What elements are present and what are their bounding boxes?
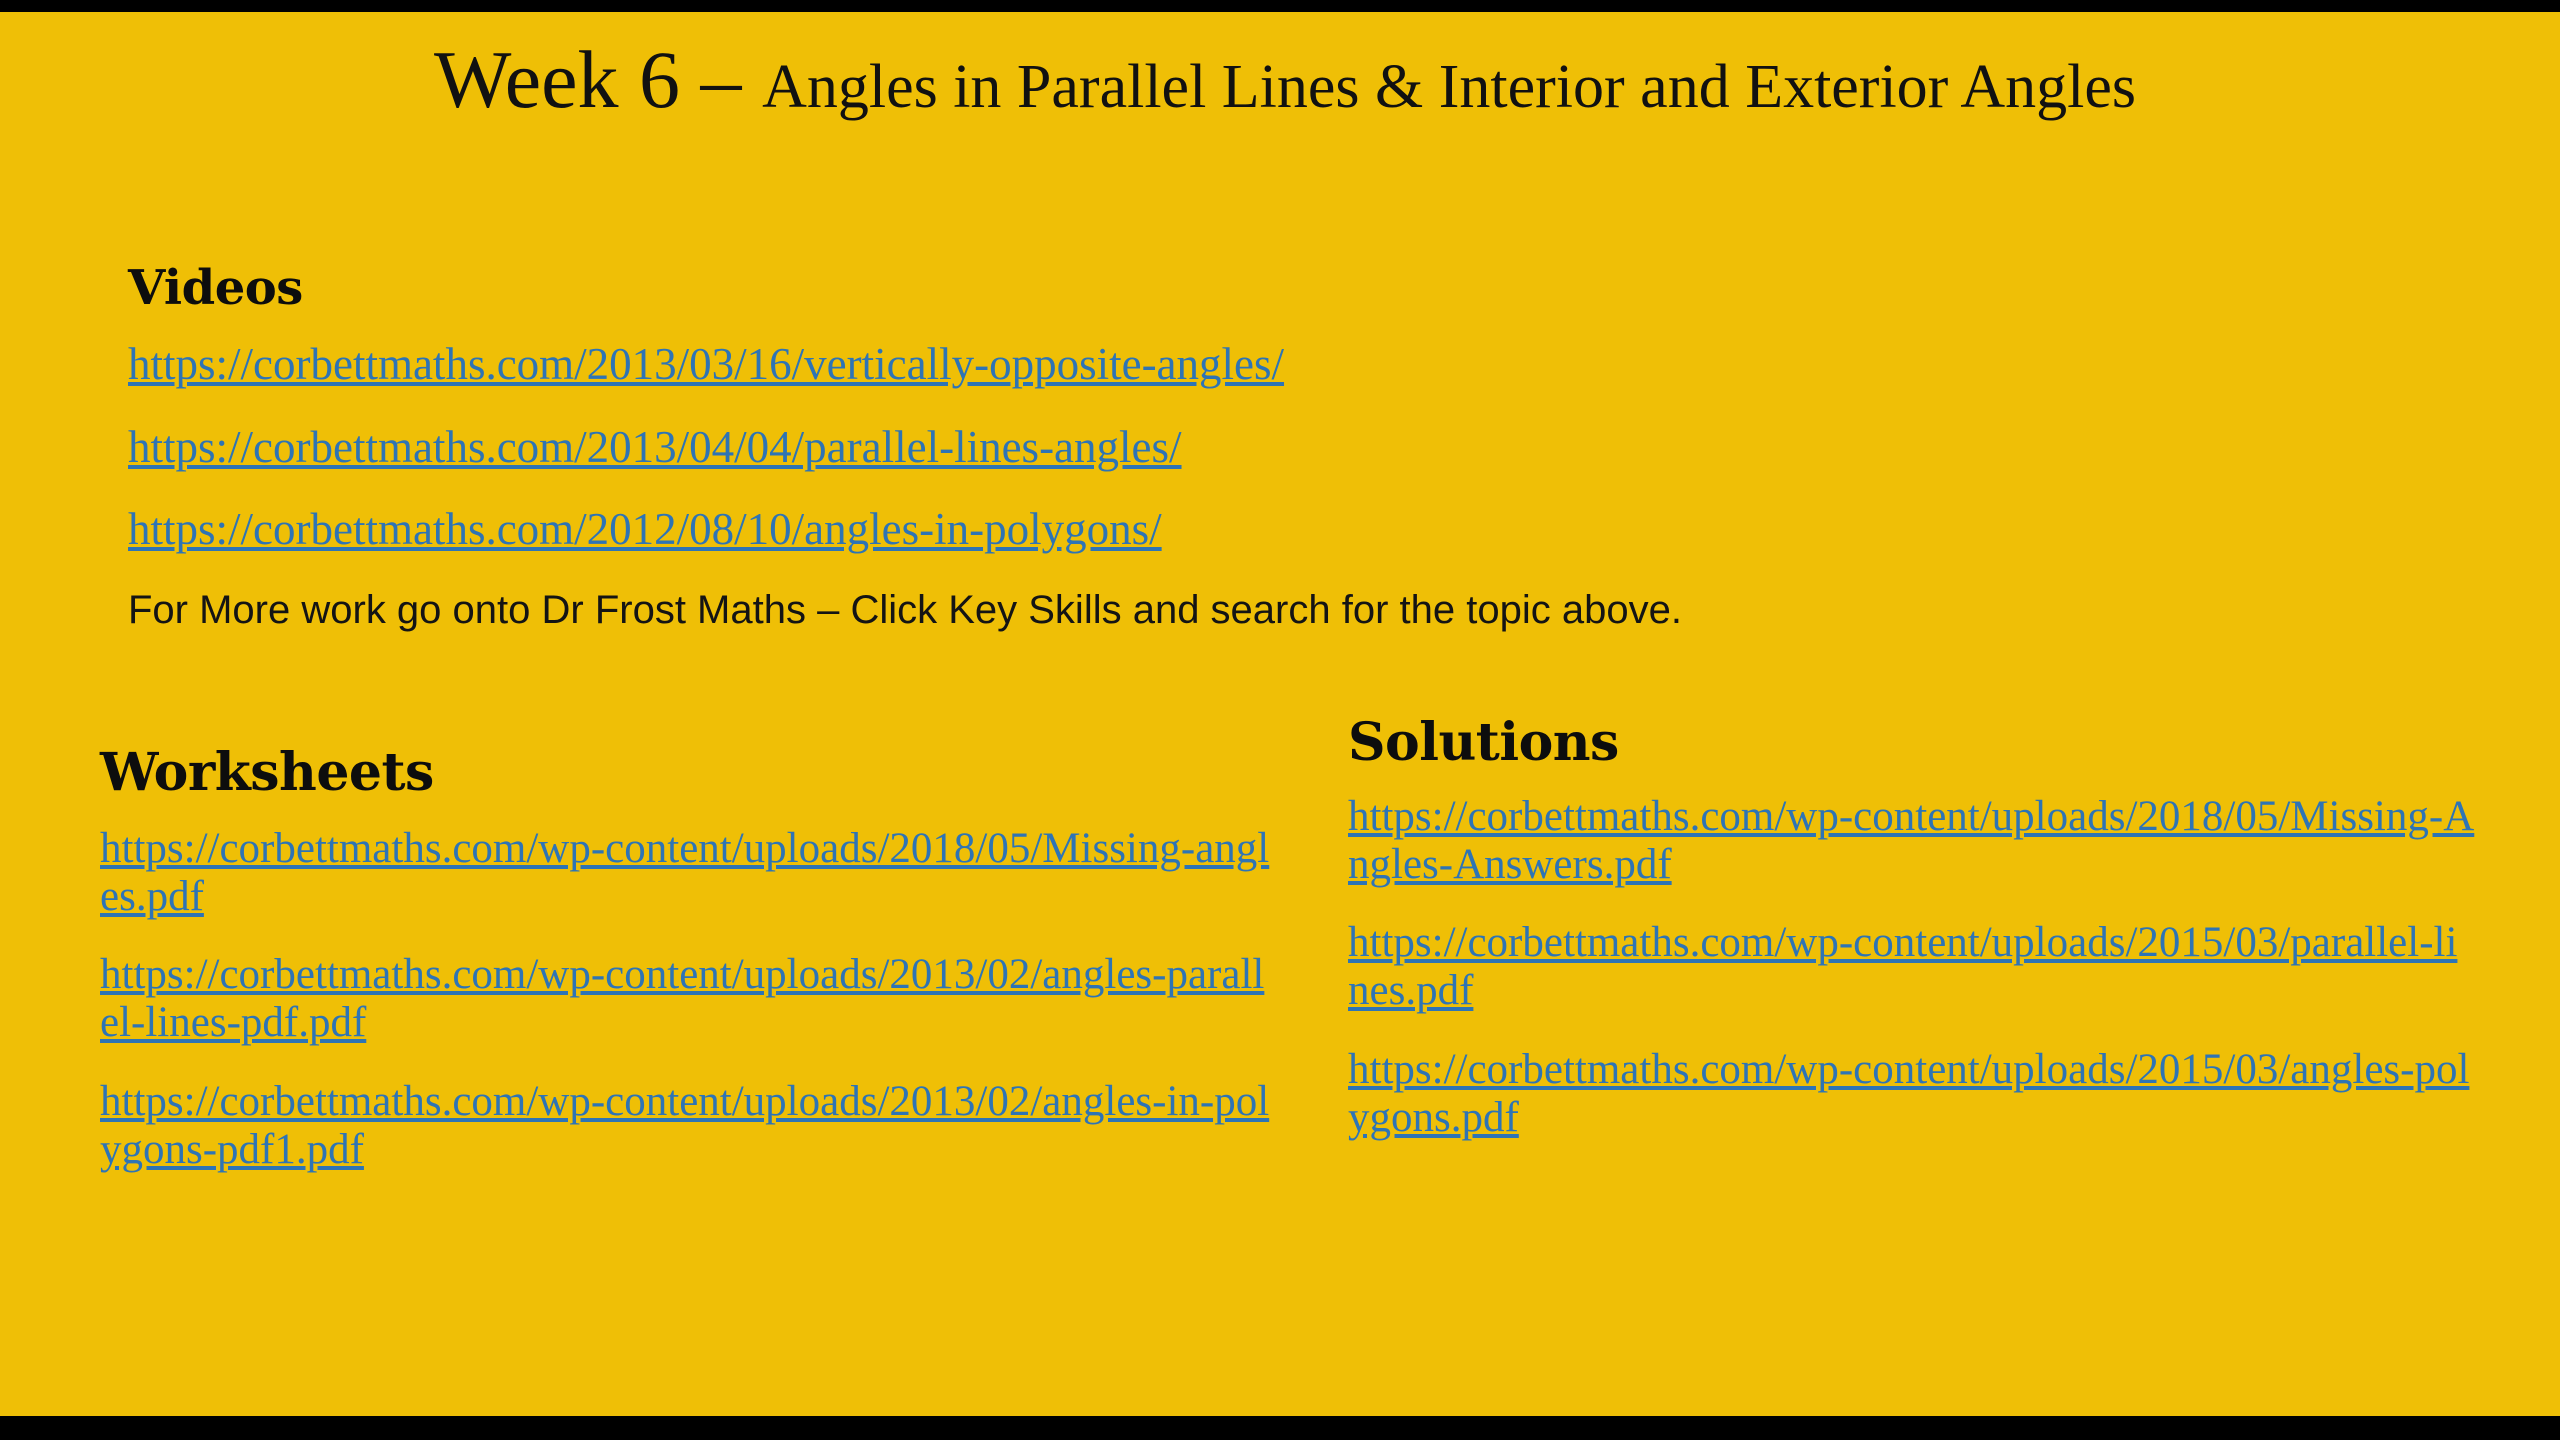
solution-link-2[interactable]: https://corbettmaths.com/wp-content/uploads/2015/03/parallel-lines.pdf	[1348, 919, 2458, 1015]
slide-canvas	[0, 12, 2560, 1416]
videos-heading: Videos	[128, 260, 303, 316]
solutions-heading: Solutions	[1348, 712, 1619, 773]
worksheets-heading: Worksheets	[100, 742, 434, 803]
video-link-2[interactable]: https://corbettmaths.com/2013/04/04/parallel-lines-angles/	[128, 421, 1182, 472]
video-link-3[interactable]: https://corbettmaths.com/2012/08/10/angles-in-polygons/	[128, 504, 1162, 555]
solutions-section	[1348, 712, 2528, 1172]
title-week: Week 6 –	[433, 34, 763, 125]
worksheets-section	[100, 742, 1340, 1204]
videos-note: For More work go onto Dr Frost Maths – Click Key Skills and search for the topic above.	[128, 587, 1682, 632]
title-subject: Angles in Parallel Lines & Interior and Exterior Angles	[762, 53, 2137, 121]
worksheet-link-2[interactable]: https://corbettmaths.com/wp-content/uploads/2013/02/angles-parallel-lines-pdf.pdf	[100, 951, 1265, 1047]
worksheet-link-1[interactable]: https://corbettmaths.com/wp-content/uploads/2018/05/Missing-angles.pdf	[100, 825, 1270, 921]
page-title	[150, 32, 2420, 129]
videos-section	[128, 260, 2428, 633]
solution-link-3[interactable]: https://corbettmaths.com/wp-content/uploads/2015/03/angles-polygons.pdf	[1348, 1045, 2470, 1141]
worksheet-link-3[interactable]: https://corbettmaths.com/wp-content/uploads/2013/02/angles-in-polygons-pdf1.pdf	[100, 1077, 1270, 1173]
video-link-1[interactable]: https://corbettmaths.com/2013/03/16/vertically-opposite-angles/	[128, 339, 1285, 389]
solution-link-1[interactable]: https://corbettmaths.com/wp-content/uploads/2018/05/Missing-Angles-Answers.pdf	[1348, 793, 2475, 889]
